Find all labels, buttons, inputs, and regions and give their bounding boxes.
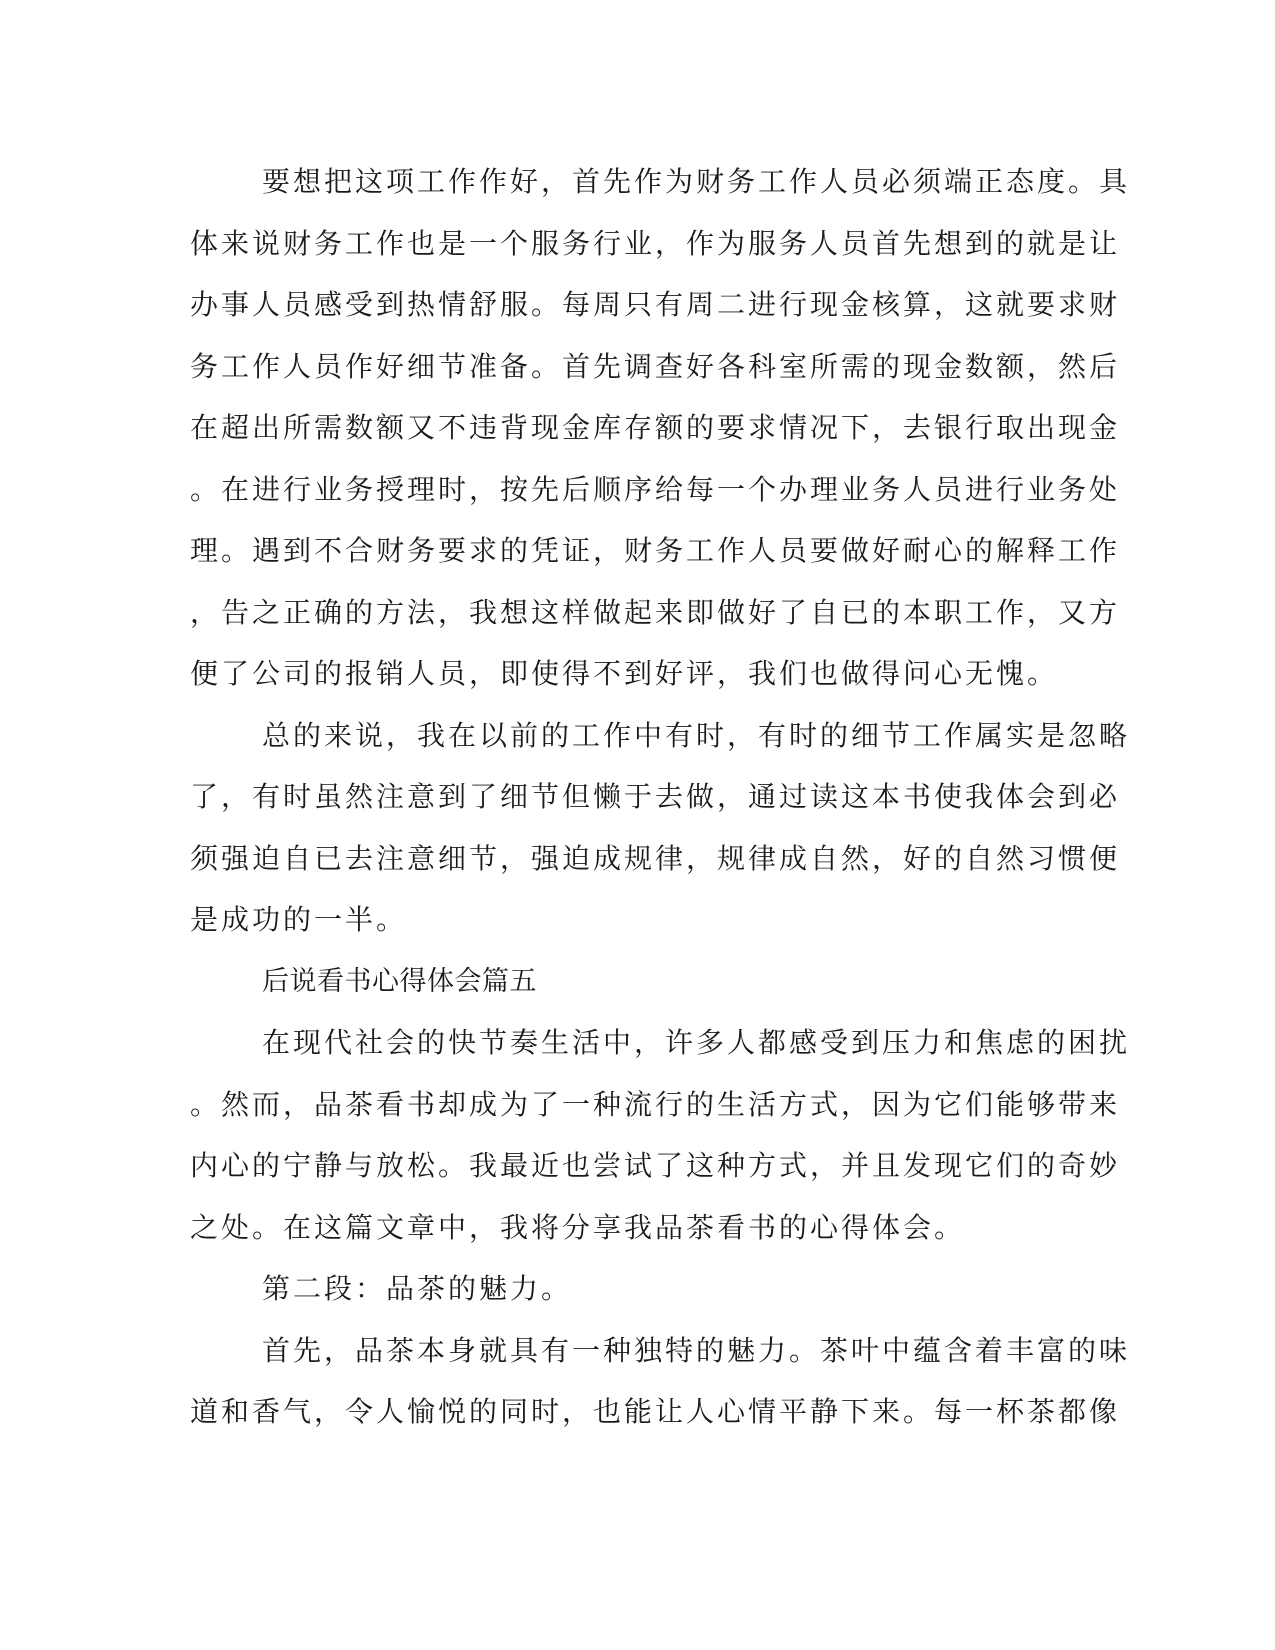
paragraph-line: 第二段：品茶的魅力。 (262, 1272, 573, 1305)
paragraph-line: 办事人员感受到热情舒服。每周只有周二进行现金核算，这就要求财 (190, 288, 1121, 321)
paragraph-line: 是成功的一半。 (190, 903, 408, 936)
paragraph-line: 在超出所需数额又不违背现金库存额的要求情况下，去银行取出现金 (190, 411, 1121, 444)
paragraph-line: ，告之正确的方法，我想这样做起来即做好了自已的本职工作，又方 (190, 595, 1121, 629)
section-heading: 后说看书心得体会篇五 (262, 965, 537, 997)
document-body (190, 162, 1131, 1454)
paragraph-line: 道和香气，令人愉悦的同时，也能让人心情平静下来。每一杯茶都像 (190, 1395, 1121, 1428)
paragraph-line: 。然而，品茶看书却成为了一种流行的生活方式，因为它们能够带来 (190, 1087, 1121, 1121)
paragraph-line: 首先，品茶本身就具有一种独特的魅力。茶叶中蕴含着丰富的味 (262, 1333, 1131, 1367)
paragraph-line: 总的来说，我在以前的工作中有时，有时的细节工作属实是忽略 (262, 718, 1131, 752)
paragraph-line: 务工作人员作好细节准备。首先调查好各科室所需的现金数额，然后 (190, 349, 1121, 383)
paragraph-line: 了，有时虽然注意到了细节但懒于去做，通过读这本书使我体会到必 (190, 780, 1121, 813)
paragraph-line: 理。遇到不合财务要求的凭证，财务工作人员要做好耐心的解释工作 (190, 534, 1121, 567)
paragraph-line: 须强迫自已去注意细节，强迫成规律，规律成自然，好的自然习惯便 (190, 841, 1121, 875)
paragraph-line: 便了公司的报销人员，即使得不到好评，我们也做得问心无愧。 (190, 657, 1059, 690)
paragraph-line: 体来说财务工作也是一个服务行业，作为服务人员首先想到的就是让 (190, 226, 1121, 260)
paragraph-line: 在现代社会的快节奏生活中，许多人都感受到压力和焦虑的困扰 (262, 1026, 1131, 1059)
paragraph-line: 。在进行业务授理时，按先后顺序给每一个办理业务人员进行业务处 (190, 472, 1121, 506)
paragraph-line: 要想把这项工作作好，首先作为财务工作人员必须端正态度。具 (262, 165, 1131, 198)
paragraph-line: 之处。在这篇文章中，我将分享我品茶看书的心得体会。 (190, 1210, 966, 1244)
paragraph-line: 内心的宁静与放松。我最近也尝试了这种方式，并且发现它们的奇妙 (190, 1149, 1121, 1182)
